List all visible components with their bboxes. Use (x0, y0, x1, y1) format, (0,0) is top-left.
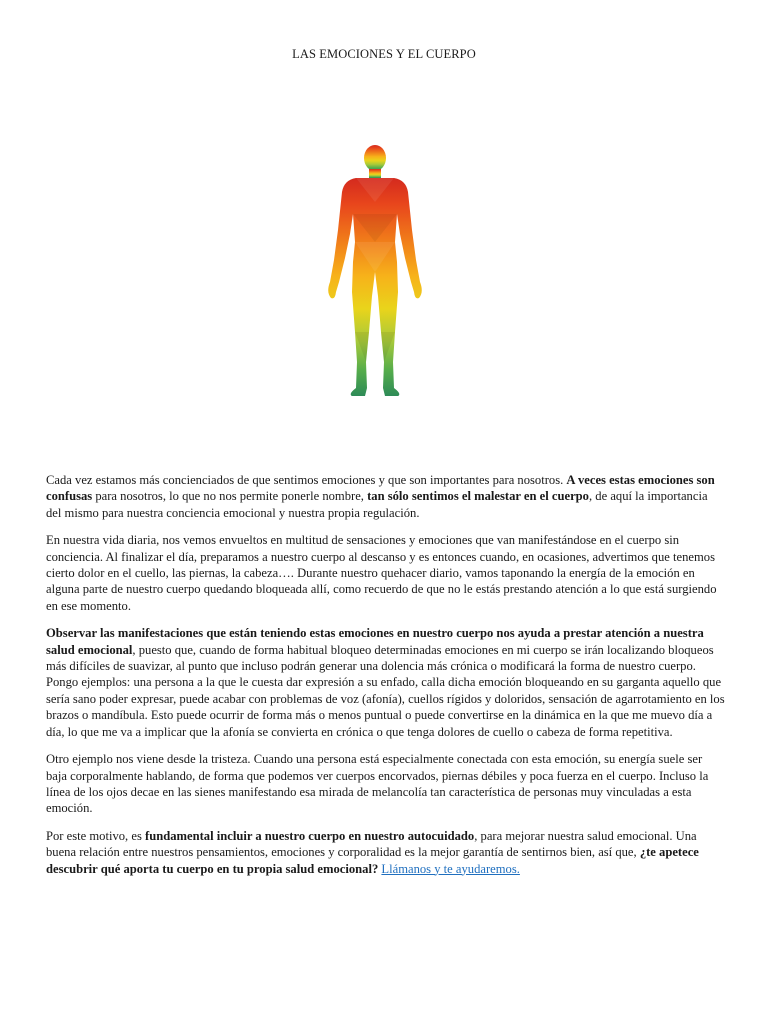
call-us-link[interactable]: Llámanos y te ayudaremos. (381, 861, 520, 876)
paragraph-5-bold-a: fundamental incluir a nuestro cuerpo en nuestro autocuidado (145, 828, 475, 843)
paragraph-1-text-a: Cada vez estamos más concienciados de que sentimos emociones y que son importantes para nosotros. (46, 473, 567, 487)
paragraph-2-text: En nuestra vida diaria, nos vemos envueltos en multitud de sensaciones y emociones que van manifestándose en el cuerpo sin conciencia. Al finalizar el día, preparamos a nuestro cuerpo al descanso y es entonces cuando, en ocasiones, advertimos que tenemos cierto dolor en el cuello, las piernas, la cabeza…. Durante nuestro quehacer diario, vamos taponando la energía de la emoción en alguna parte de nuestro cuerpo quedando bloqueada allí, como recuerdo de que no le estás prestando atención a lo que está surgiendo en ese momento. (46, 533, 717, 613)
paragraph-5 (46, 828, 726, 877)
paragraph-4 (46, 751, 726, 817)
paragraph-3 (46, 625, 726, 740)
paragraph-3-bold: Observar las manifestaciones que están teniendo estas emociones en nuestro cuerpo nos ayuda a prestar atención a nuestra salud emocional (46, 626, 704, 657)
paragraph-3-text: , puesto que, cuando de forma habitual bloqueo determinadas emociones en mi cuerpo se irán localizando bloqueos más difíciles de suavizar, al punto que incluso podrán generar una dolencia más crónica o modificará la forma de nuestro cuerpo. Pongo ejemplos: una persona a la que le cuesta dar expresión a su enfado, calla dicha emoción bloqueando en su garganta aquello que sería sano poder expresar, puede acabar con problemas de voz (afonía), cuellos rígidos y doloridos, sensación de agarrotamiento en los brazos o mandíbula. Esto puede ocurrir de forma más o menos puntual o puede convertirse en la dinámica en la que me muevo día a día, lo que me va a implicar que la afonía se convierta en crónica o que tenga dolores de cuello o cabeza de forma repetitiva. (46, 642, 725, 739)
paragraph-4-text: Otro ejemplo nos viene desde la tristeza. Cuando una persona está especialmente conectada con esta emoción, su energía suele ser baja corporalmente hablando, de forma que podemos ver cuerpos encorvados, piernas débiles y poca fuerza en el cuerpo. Incluso la línea de los ojos decae en las sienes manifestando esa mirada de melancolía tan característica de personas muy vinculadas a esta emoción. (46, 752, 709, 816)
paragraph-2 (46, 532, 726, 614)
document-title: LAS EMOCIONES Y EL CUERPO (292, 47, 476, 61)
paragraph-5-text-a: Por este motivo, es (46, 828, 145, 843)
paragraph-1-bold-a: A veces estas emociones son confusas (46, 473, 715, 504)
document-body (46, 472, 726, 888)
paragraph-1 (46, 472, 726, 521)
paragraph-5-bold-b: ¿te apetece descubrir qué aporta tu cuerpo en tu propia salud emocional? (46, 845, 699, 876)
human-body-colorful-silhouette-icon (318, 142, 430, 402)
paragraph-1-bold-b: tan sólo sentimos el malestar en el cuerpo (367, 489, 589, 504)
paragraph-1-text-b: para nosotros, lo que no nos permite ponerle nombre, (92, 489, 368, 504)
paragraph-1-text-c: , de aquí la importancia del mismo para nuestra conciencia emocional y nuestra propia regulación. (46, 489, 708, 520)
paragraph-5-text-b: , para mejorar nuestra salud emocional. Una buena relación entre nuestros pensamientos, emociones y corporalidad es la mejor garantía de sentirnos bien, así que, (46, 828, 697, 860)
